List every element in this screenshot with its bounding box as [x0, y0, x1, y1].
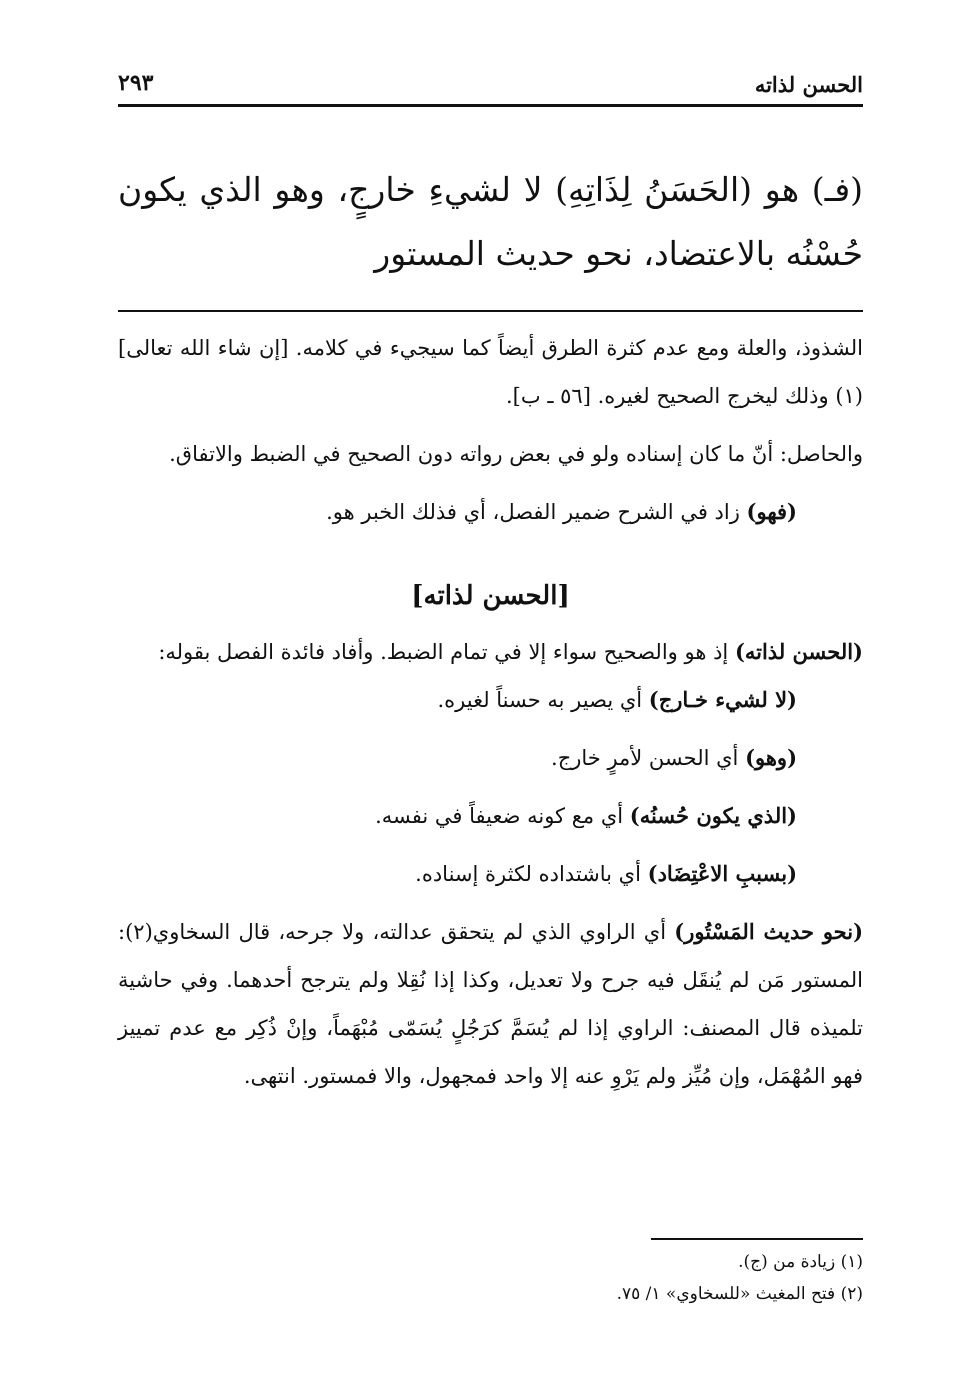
paragraph	[118, 488, 863, 536]
footnotes	[118, 1246, 863, 1310]
bold-lemma: (بسببِ الاعْتِضَاد)	[647, 861, 797, 886]
section-heading: [الحسن لذاته]	[411, 581, 570, 611]
page-number: ٢٩٣	[118, 70, 154, 96]
paragraph-text: زاد في الشرح ضمير الفصل، أي فذلك الخبر هو.	[326, 500, 747, 524]
paragraph: الشذوذ، والعلة ومع عدم كثرة الطرق أيضاً كما سيجيء في كلامه. [إن شاء الله تعالى](١) وذلك ليخرج الصحيح لغيره. [٥٦ ـ ب].	[118, 336, 863, 408]
footnote: (١) زيادة من (ج).	[738, 1252, 863, 1272]
header-rule	[118, 104, 863, 107]
bold-lemma: (وهو)	[745, 745, 797, 770]
paragraph: والحاصل: أنّ ما كان إسناده ولو في بعض رواته دون الصحيح في الضبط والاتفاق.	[169, 442, 863, 466]
bold-lemma: (الحسن لذاته)	[734, 639, 863, 664]
footnote: (٢) فتح المغيث «للسخاوي» ١/ ٧٥.	[616, 1284, 863, 1304]
paragraph	[118, 850, 863, 898]
paragraph	[118, 792, 863, 840]
paragraph-text: أي يصير به حسناً لغيره.	[437, 688, 649, 712]
paragraph-text: أي باشتداده لكثرة إسناده.	[415, 862, 648, 886]
paragraph-text: إذ هو والصحيح سواء إلا في تمام الضبط. وأفاد فائدة الفصل بقوله:	[158, 640, 735, 664]
commentary-body	[118, 324, 863, 1100]
paragraph-text: أي مع كونه ضعيفاً في نفسه.	[375, 804, 630, 828]
bold-lemma: (فهو)	[746, 499, 797, 524]
bold-lemma: (الذي يكون حُسنُه)	[629, 803, 797, 828]
paragraph	[118, 908, 863, 1100]
paragraph-text: أي الحسن لأمرٍ خارج.	[551, 746, 746, 770]
page-header	[118, 62, 863, 102]
bold-lemma: (نحو حديث المَسْتُور)	[674, 919, 863, 944]
matn-divider	[118, 310, 863, 312]
paragraph	[118, 734, 863, 782]
footnote-rule	[651, 1238, 863, 1240]
running-title: الحسن لذاته	[754, 72, 863, 97]
bold-lemma: (لا لشيء خـارج)	[648, 687, 797, 712]
paragraph	[118, 676, 863, 724]
matn-text: (فـ) هو (الحَسَنُ لِذَاتِهِ) لا لشيءِ خارجٍ، وهو الذي يكون حُسْنُه بالاعتضاد، نحو حديث المستور	[118, 170, 863, 273]
paragraph	[118, 628, 863, 676]
paragraph-text: أي الراوي الذي لم يتحقق عدالته، ولا جرحه، قال السخاوي(٢): المستور مَن لم يُنقَل فيه جرح ولا تعديل، وكذا إذا نُقِلا ولم يترجح أحدهما. وفي حاشية تلميذه قال المصنف: الراوي إذا لم يُسَمَّ كرَجُلٍ يُسَمّى مُبْهَماً، وإنْ ذُكِر مع عدم تمييز فهو المُهْمَل، وإن مُيِّز ولم يَرْوِ عنه إلا واحد فمجهول، والا فمستور. انتهى.	[118, 920, 863, 1088]
